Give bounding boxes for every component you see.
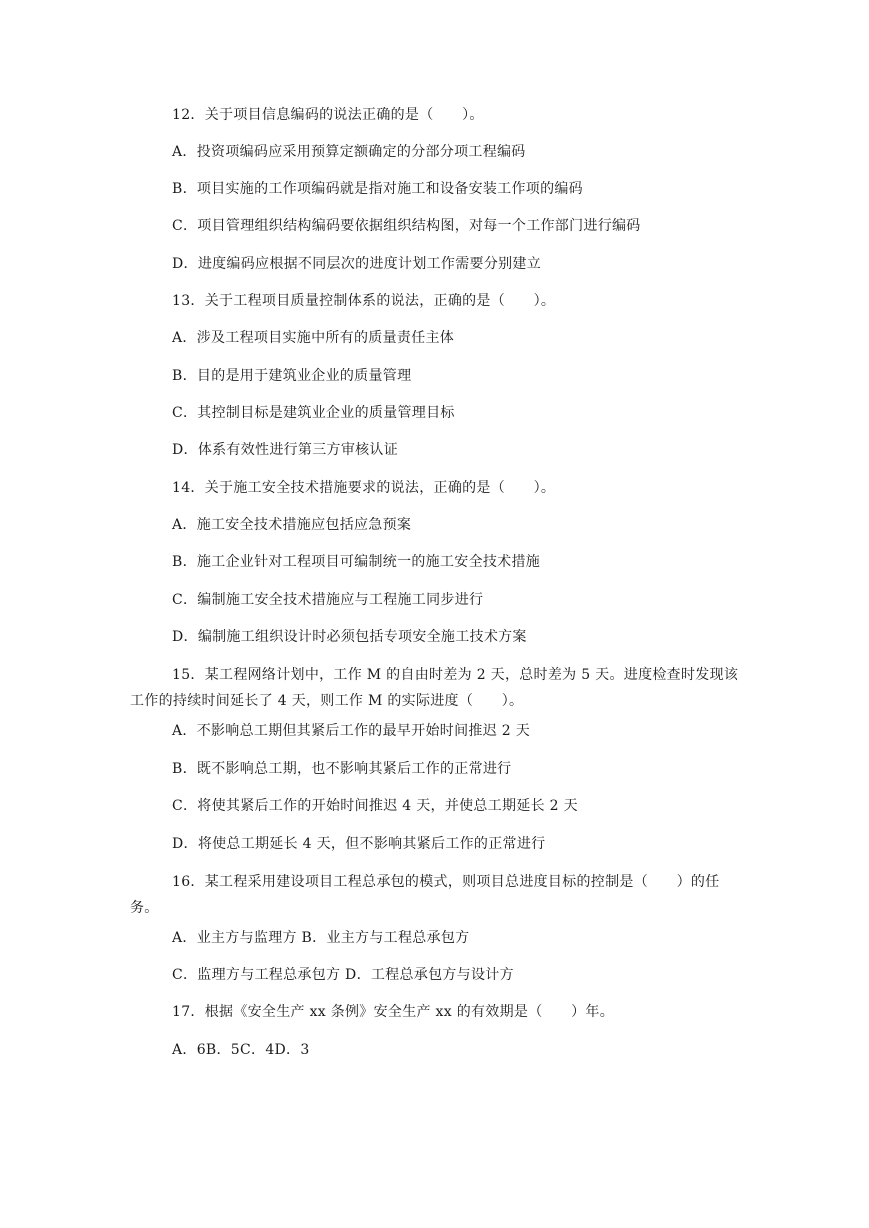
question-12-option-b: B．项目实施的工作项编码就是指对施工和设备安装工作项的编码	[172, 181, 583, 197]
question-14-option-c: C．编制施工安全技术措施应与工程施工同步进行	[172, 592, 484, 608]
question-15-option-c: C．将使其紧后工作的开始时间推迟 4 天，并使总工期延长 2 天	[172, 798, 578, 814]
question-14-stem: 14．关于施工安全技术措施要求的说法，正确的是（ ）。	[172, 480, 556, 496]
question-12-option-a: A．投资项编码应采用预算定额确定的分部分项工程编码	[172, 144, 526, 160]
question-12-stem: 12．关于项目信息编码的说法正确的是（ ）。	[172, 107, 484, 123]
question-15-option-d: D．将使总工期延长 4 天，但不影响其紧后工作的正常进行	[172, 836, 546, 852]
question-15-option-a: A．不影响总工期但其紧后工作的最早开始时间推迟 2 天	[172, 723, 531, 739]
question-14-option-d: D．编制施工组织设计时必须包括专项安全施工技术方案	[172, 629, 527, 645]
question-13-option-c: C．其控制目标是建筑业企业的质量管理目标	[172, 405, 455, 421]
question-15-option-b: B．既不影响总工期，也不影响其紧后工作的正常进行	[172, 761, 512, 777]
question-13-option-b: B．目的是用于建筑业企业的质量管理	[172, 368, 412, 384]
question-16-options-ab: A．业主方与监理方 B．业主方与工程总承包方	[172, 930, 470, 946]
question-15-stem: 15．某工程网络计划中，工作 M 的自由时差为 2 天，总时差为 5 天。进度检查时发现该工作的持续时间延长了 4 天，则工作 M 的实际进度（ ）。	[130, 667, 739, 709]
question-13-option-a: A．涉及工程项目实施中所有的质量责任主体	[172, 330, 455, 346]
question-12-option-d: D．进度编码应根据不同层次的进度计划工作需要分别建立	[172, 256, 542, 272]
question-14-option-b: B．施工企业针对工程项目可编制统一的施工安全技术措施	[172, 554, 541, 570]
question-12-option-c: C．项目管理组织结构编码要依据组织结构图，对每一个工作部门进行编码	[172, 218, 641, 234]
question-16-options-cd: C．监理方与工程总承包方 D．工程总承包方与设计方	[172, 967, 514, 983]
question-13-option-d: D．体系有效性进行第三方审核认证	[172, 442, 399, 458]
question-16-stem: 16．某工程采用建设项目工程总承包的模式，则项目总进度目标的控制是（ ）的任务。	[130, 874, 720, 916]
question-14-option-a: A．施工安全技术措施应包括应急预案	[172, 517, 412, 533]
question-17-options: A．6B．5C．4D．3	[172, 1042, 310, 1058]
question-17-stem: 17．根据《安全生产 xx 条例》安全生产 xx 的有效期是（ ）年。	[172, 1004, 614, 1020]
question-13-stem: 13．关于工程项目质量控制体系的说法，正确的是（ ）。	[172, 293, 556, 309]
